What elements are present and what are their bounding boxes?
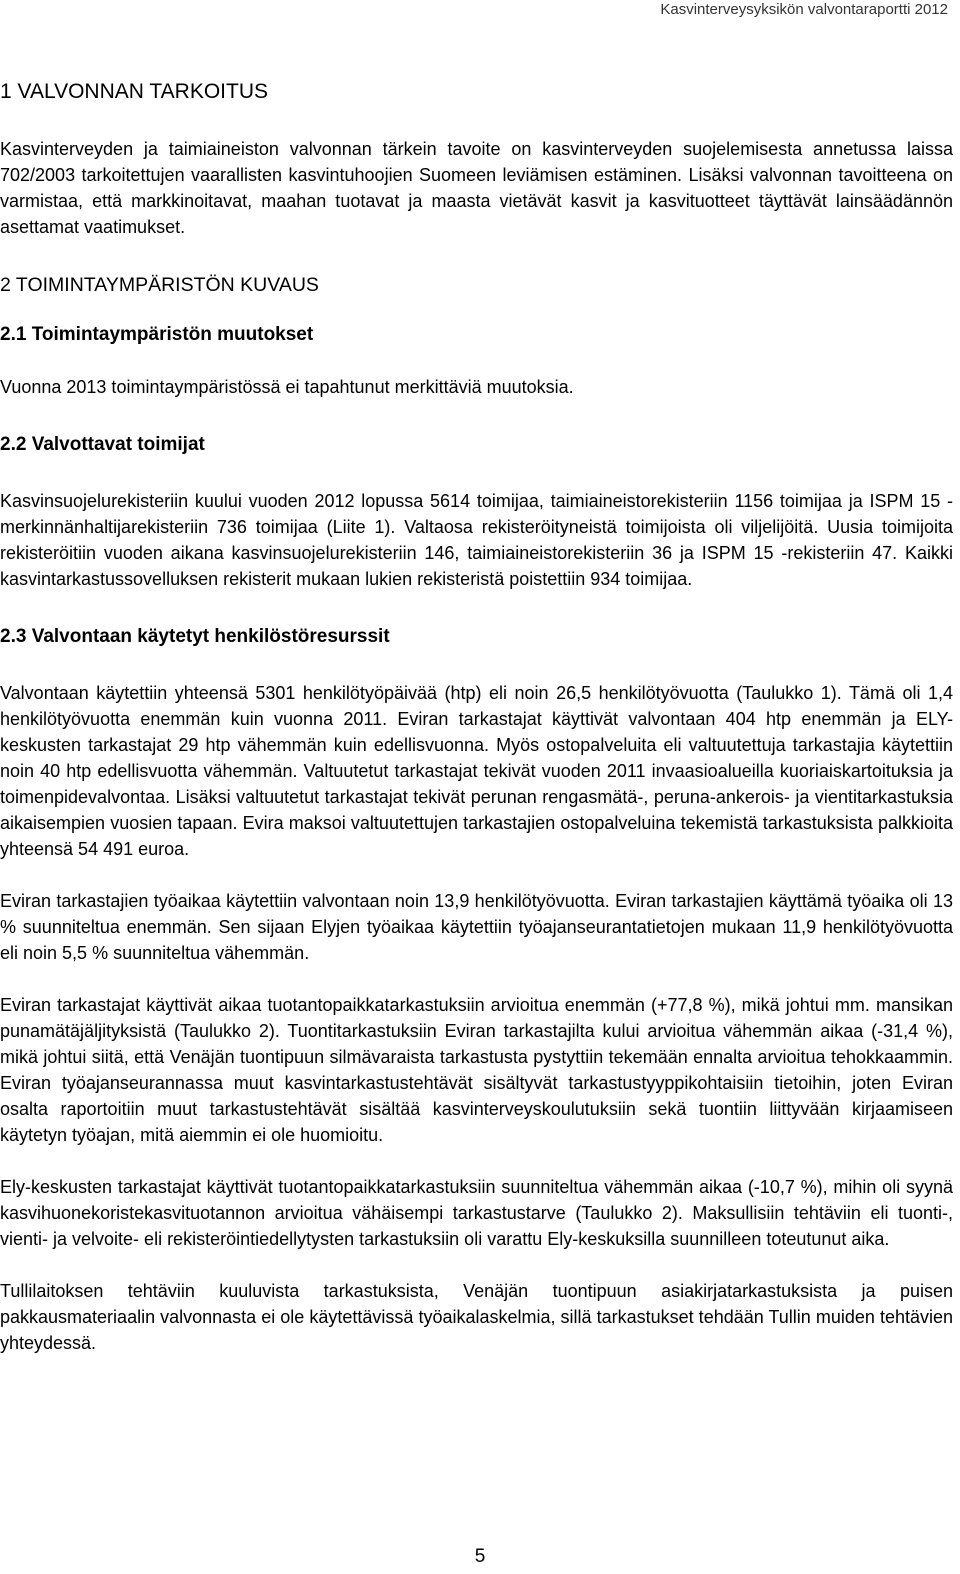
page-number: 5 [474,1546,486,1567]
section-1-heading: 1 VALVONNAN TARKOITUS [0,80,269,103]
running-header: Kasvinterveysyksikön valvontaraportti 2012 [660,1,948,18]
section-2-3-paragraph-1: Valvontaan käytettiin yhteensä 5301 henkilötyöpäivää (htp) eli noin 26,5 henkilötyövuotta (Taulukko 1). Tämä oli 1,4 henkilötyövuotta enemmän kuin vuonna 2011. Eviran tarkastajat käyttivät valvontaan 404 htp enemmän ja ELY-keskusten tarkastajat 29 htp vähemmän kuin edellisvuonna. Myös ostopalveluita eli valtuutettuja tarkastajia käytettiin noin 40 htp edellisvuotta vähemmän. Valtuutetut tarkastajat tekivät vuoden 2011 invaasioalueilla kuoriaiskartoituksia ja toimenpidevalvontaa. Lisäksi valtuutetut tarkastajat tekivät perunan rengasmätä-, peruna-ankerois- ja vientitarkastuksia aikaisempien vuosien tapaan. Evira maksoi valtuutettujen tarkastajien ostopalveluina tekemistä tarkastuksista palkkioita yhteensä 54 491 euroa. [0,683,953,859]
section-2-1-paragraph: Vuonna 2013 toimintaympäristössä ei tapahtunut merkittäviä muutoksia. [0,377,574,397]
section-2-3-paragraph-5: Tullilaitoksen tehtäviin kuuluvista tarkastuksista, Venäjän tuontipuun asiakirjatarkastuksista ja puisen pakkausmateriaalin valvonnasta ei ole käytettävissä työaikalaskelmia, sillä tarkastukset tehdään Tullin muiden tehtävien yhteydessä. [0,1281,953,1353]
section-1-paragraph: Kasvinterveyden ja taimiaineiston valvonnan tärkein tavoite on kasvinterveyden suojelemisesta annetussa laissa 702/2003 tarkoitettujen vaarallisten kasvintuhoojien Suomeen leviämisen estäminen. Lisäksi valvonnan tavoitteena on varmistaa, että markkinoitavat, maahan tuotavat ja maasta vietävät kasvit ja kasvituotteet täyttävät lainsäädännön asettamat vaatimukset. [0,139,953,237]
section-2-3-heading: 2.3 Valvontaan käytetyt henkilöstöresurssit [0,626,390,647]
section-2-heading: 2 TOIMINTAYMPÄRISTÖN KUVAUS [0,274,319,296]
section-2-1-heading: 2.1 Toimintaympäristön muutokset [0,324,314,345]
section-2-3-paragraph-2: Eviran tarkastajien työaikaa käytettiin valvontaan noin 13,9 henkilötyövuotta. Eviran tarkastajien käyttämä työaika oli 13 % suunniteltua enemmän. Sen sijaan Elyjen työaikaa käytettiin työajanseurantatietojen mukaan 11,9 henkilötyövuotta eli noin 5,5 % suunniteltua vähemmän. [0,891,953,963]
section-2-3-paragraph-3: Eviran tarkastajat käyttivät aikaa tuotantopaikkatarkastuksiin arvioitua enemmän (+77,8 %), mikä johtui mm. mansikan punamätäjäljityksistä (Taulukko 2). Tuontitarkastuksiin Eviran tarkastajilta kului arvioitua vähemmän aikaa (-31,4 %), mikä johtui siitä, että Venäjän tuontipuun silmävaraista tarkastusta pystyttiin tekemään ennalta arvioitua tehokkaammin. Eviran työajanseurannassa muut kasvintarkastustehtävät sisältyvät tarkastustyyppikohtaisiin tietoihin, joten Eviran osalta raportoitiin muut tarkastustehtävät sisältää kasvinterveyskoulutuksiin sekä tuontiin liittyvään kirjaamiseen käytetyn työajan, mitä aiemmin ei ole huomioitu. [0,995,953,1145]
section-2-2-paragraph: Kasvinsuojelurekisteriin kuului vuoden 2012 lopussa 5614 toimijaa, taimiaineistorekisteriin 1156 toimijaa ja ISPM 15 -merkinnänhaltijarekisteriin 736 toimijaa (Liite 1). Valtaosa rekisteröityneistä toimijoista oli viljelijöitä. Uusia toimijoita rekisteröitiin vuoden aikana kasvinsuojelurekisteriin 146, taimiaineistorekisteriin 36 ja ISPM 15 -rekisteriin 47. Kaikki kasvintarkastussovelluksen rekisterit mukaan lukien rekisteristä poistettiin 934 toimijaa. [0,491,953,589]
section-2-2-heading: 2.2 Valvottavat toimijat [0,434,205,455]
section-2-3-paragraph-4: Ely-keskusten tarkastajat käyttivät tuotantopaikkatarkastuksiin suunniteltua vähemmän aikaa (-10,7 %), mihin oli syynä kasvihuonekoristekasvituotannon arvioitua vähäisempi tarkastustarve (Taulukko 2). Maksullisiin tehtäviin eli tuonti-, vienti- ja velvoite- eli rekisteröintiedellytysten tarkastuksiin oli varattu Ely-keskuksilla suunnilleen toteutunut aika. [0,1177,953,1249]
document-body [0,78,953,1382]
